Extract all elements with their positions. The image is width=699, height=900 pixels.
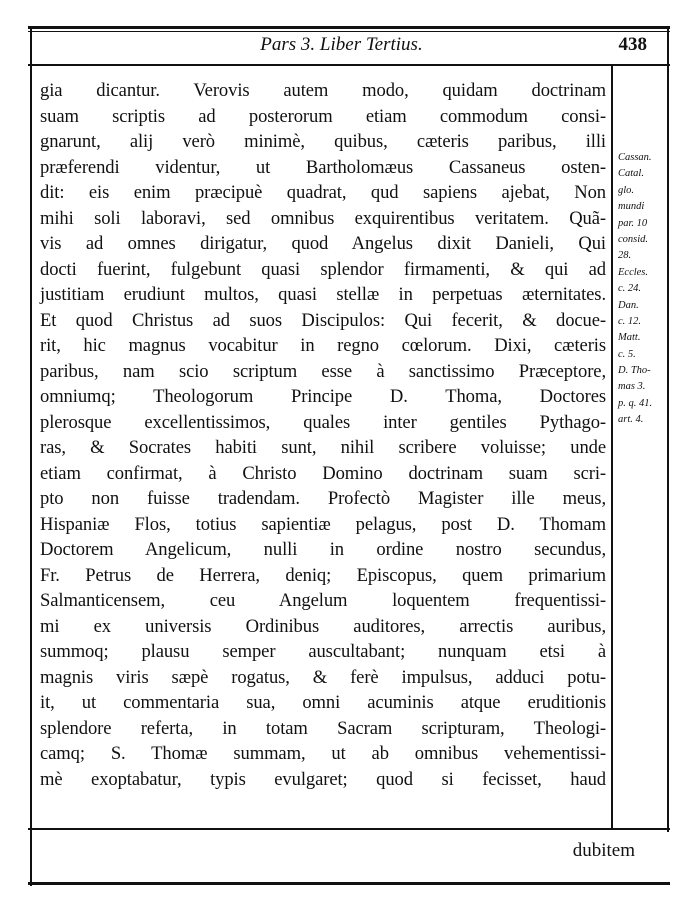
body-line: Fr. Petrus de Herrera, deniq; Episcopus, quem primarium [40, 564, 606, 586]
margin-note-line: 28. [618, 250, 632, 262]
top-rule-thick [28, 26, 670, 29]
body-line: præferendi videntur, ut Bartholomæus Cassaneus osten- [40, 156, 606, 178]
body-line: docti fuerint, fulgebunt quasi splendor firmamenti, & qui ad [40, 258, 606, 280]
body-line: vis ad omnes dirigatur, quod Angelus dixit Danieli, Qui [40, 233, 606, 254]
page-number: 438 [618, 34, 647, 55]
body-line: pto non fuisse tradendam. Profectò Magister ille meus, [40, 488, 606, 509]
margin-note-line: Eccles. [618, 266, 649, 278]
body-text [40, 78, 606, 792]
body-line: rit, hic magnus vocabitur in regno cœlorum. Dixi, cæteris [40, 335, 606, 356]
body-line: etiam confirmat, à Christo Domino doctrinam suam scri- [40, 462, 606, 484]
body-line: plerosque excellentissimos, quales inter gentiles Pythago- [40, 411, 606, 433]
body-line: it, ut commentaria sua, omni acuminis atque eruditionis [40, 692, 606, 713]
margin-note-line: c. 24. [618, 283, 642, 295]
margin-note-line: D. Tho- [618, 365, 651, 377]
body-line: justitiam erudiunt multos, quasi stellæ in perpetuas æternitates. [40, 284, 606, 305]
margin-note-line: c. 12. [618, 315, 642, 327]
header-rule [28, 64, 670, 66]
margin-note-line: art. 4. [618, 414, 644, 426]
body-line: Et quod Christus ad suos Discipulos: Qui fecerit, & docue- [40, 309, 606, 331]
running-head [36, 34, 647, 60]
body-line: dit: eis enim præcipuè quadrat, qud sapiens ajebat, Non [40, 182, 606, 203]
left-rule [30, 26, 32, 886]
body-line: Salmanticensem, ceu Angelum loquentem frequentissi- [40, 590, 606, 611]
outer-right-rule [667, 26, 669, 832]
margin-note-line: p. q. 41. [618, 397, 653, 409]
running-head-title: Pars 3. Liber Tertius. [260, 34, 423, 55]
margin-note-line: mas 3. [618, 381, 646, 393]
margin-note-line: c. 5. [618, 348, 636, 360]
body-line: omniumq; Theologorum Principe D. Thoma, Doctores [40, 386, 606, 407]
body-line: ras, & Socrates habiti sunt, nihil scribere voluisse; unde [40, 437, 606, 458]
body-line: mi ex universis Ordinibus auditores, arrectis auribus, [40, 615, 606, 637]
body-line: Doctorem Angelicum, nulli in ordine nostro secundus, [40, 539, 606, 560]
margin-note-line: consid. [618, 233, 649, 245]
body-line: paribus, nam scio scriptum esse à sanctissimo Præceptore, [40, 360, 606, 382]
text-right-rule [611, 66, 613, 828]
body-line: mè exoptabatur, typis evulgaret; quod si fecisset, haud [40, 768, 606, 790]
bottom-rule-thick [28, 882, 670, 885]
body-line: summoq; plausu semper auscultabant; nunquam etsi à [40, 641, 606, 662]
body-line: magnis viris sæpè rogatus, & ferè impulsus, adduci potu- [40, 666, 606, 688]
margin-note-line: mundi [618, 201, 645, 213]
body-line: suam scriptis ad posterorum etiam commodum consi- [40, 105, 606, 127]
body-line: mihi soli laboravi, sed omnibus exquirentibus veritatem. Quã- [40, 207, 606, 229]
top-rule-thin [28, 31, 670, 32]
body-line: camq; S. Thomæ summam, ut ab omnibus vehementissi- [40, 743, 606, 764]
catchword: dubitem [572, 840, 635, 861]
body-line: gia dicantur. Verovis autem modo, quidam doctrinam [40, 80, 606, 101]
body-line: Hispaniæ Flos, totius sapientiæ pelagus, post D. Thomam [40, 513, 606, 535]
margin-note-line: Cassan. [618, 152, 652, 163]
margin-notes [618, 150, 670, 429]
body-line: gnarunt, alij verò minimè, quibus, cæteris paribus, illi [40, 131, 606, 152]
margin-note-line: Dan. [618, 299, 639, 311]
margin-note-line: glo. [618, 184, 635, 196]
margin-note-line: Matt. [618, 332, 641, 344]
margin-note-line: Catal. [618, 168, 644, 180]
bottom-rule-thin [28, 828, 670, 830]
margin-note-line: par. 10 [618, 217, 648, 229]
body-line: splendore referta, in totam Sacram scripturam, Theologi- [40, 717, 606, 739]
